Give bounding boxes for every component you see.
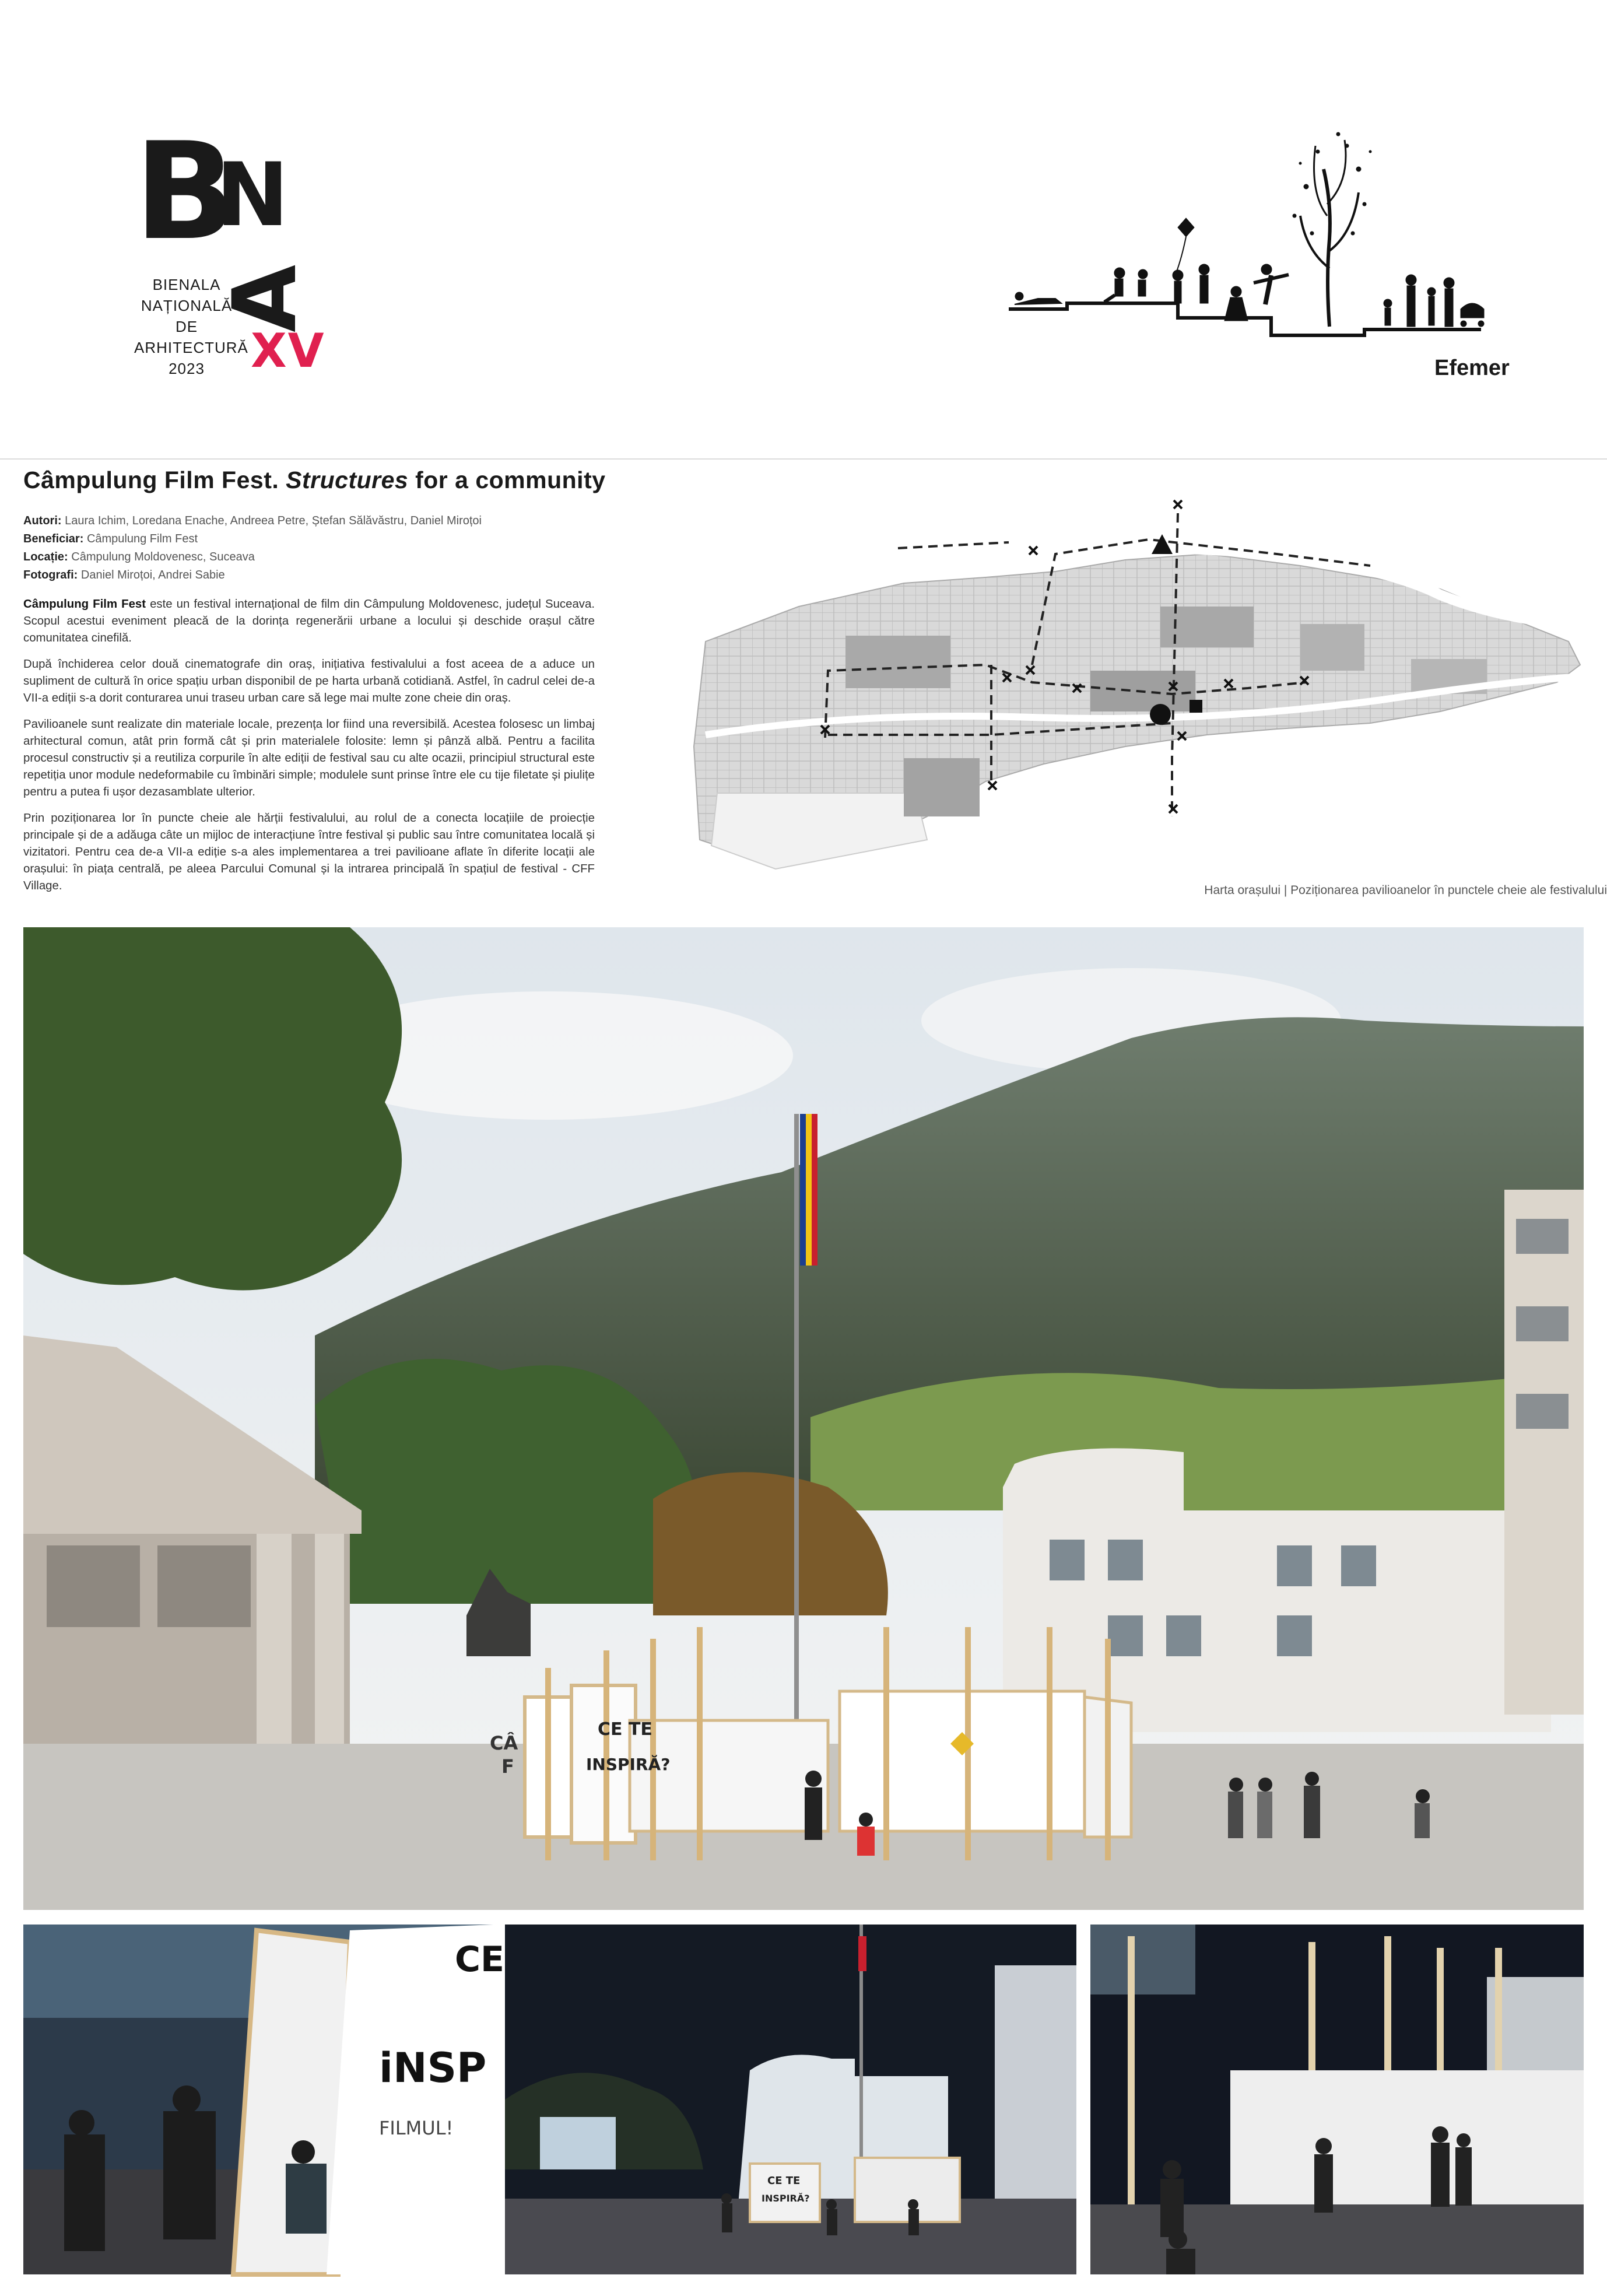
night-photo-3 xyxy=(1090,1925,1584,2274)
photo1-text-1: CE xyxy=(455,1939,505,1980)
section-label: Efemer xyxy=(1434,356,1510,380)
credits-beneficiary: Beneficiar: Câmpulung Film Fest xyxy=(23,532,198,545)
credits-block xyxy=(23,512,601,584)
logo-line-3: DE xyxy=(175,318,198,335)
photo2-sign-2: INSPIRĂ? xyxy=(762,2193,810,2204)
photo2-sign-1: CE TE xyxy=(767,2175,801,2187)
logo-letter-a: A xyxy=(215,264,316,332)
map-caption: Harta orașului | Poziționarea pavilioanelor în punctele cheie ale festivalului xyxy=(1204,884,1607,897)
people-silhouettes-illustration xyxy=(1003,117,1522,362)
project-title xyxy=(23,467,606,494)
night-photo-2 xyxy=(505,1925,1076,2274)
title-rest: for a community xyxy=(408,467,606,493)
main-photo-sign-3: CÂ xyxy=(490,1732,518,1754)
pavilion-circle-icon xyxy=(1150,704,1171,725)
city-map-drawing xyxy=(682,490,1592,886)
credits-authors: Autori: Laura Ichim, Loredana Enache, Andreea Petre, Ștefan Sălăvăstru, Daniel Miroțoi xyxy=(23,514,482,527)
description-text xyxy=(23,596,595,904)
paragraph-1: Câmpulung Film Fest este un festival internațional de film din Câmpulung Moldovenesc, județul Suceava. Scopul acestui eveniment pleacă de la dorința regenerării urbane a locului și deschide orașul către comunitatea cinefilă. xyxy=(23,598,595,644)
header-divider xyxy=(0,458,1607,460)
efemer-illustration xyxy=(1003,117,1522,362)
credits-photographers: Fotografi: Daniel Miroțoi, Andrei Sabie xyxy=(23,569,225,581)
paragraph-4: Prin poziționarea lor în puncte cheie ale hărții festivalului, au rolul de a conecta locațiile de proiecție principale și de a adăuga câte un mijloc de interacțiune între festival și public sau între comunitatea locală și vizitatori. Pentru cea de-a VII-a ediție s-a ales implementarea a trei pavilioane aflate în diferite locații ale orașului: în piața centrală, pe aleea Parcului Comunal și la intrarea principală în spațiul de festival - CFF Village. xyxy=(23,812,595,892)
paragraph-3: Pavilioanele sunt realizate din materiale locale, prezența lor fiind una reversibilă. Acestea folosesc un limbaj arhitectural comun, atât prin formă cât și prin materialele folosite: lemn și pânză albă. Pentru a facilita procesul constructiv și a reutiliza corpurile în alte ediții de festival sau cu alte ocazii, principiul structural este repetiția unor module nedeformabile cu îmbinări simple; modulele sunt prinse între ele cu tije filetate și piulițe pentru a putea fi ușor dezasamblate ulterior. xyxy=(23,718,595,798)
credits-location: Locație: Câmpulung Moldovenesc, Suceava xyxy=(23,551,255,563)
title-italic: Structures xyxy=(286,467,409,493)
logo-line-2: NAȚIONALĂ xyxy=(141,297,233,314)
photo1-text-3: FILMUL! xyxy=(379,2117,454,2139)
main-photo-sign-4: F xyxy=(501,1755,514,1778)
photo1-text-2: iNSP xyxy=(379,2044,487,2092)
main-photo-sign-2: INSPIRĂ? xyxy=(586,1755,671,1774)
logo-letter-n: N xyxy=(216,145,289,246)
main-photo-central-square xyxy=(23,927,1584,1910)
flag-red-stripe xyxy=(812,1114,817,1266)
logo-year: 2023 xyxy=(169,360,205,377)
logo-edition: XV xyxy=(251,324,325,378)
logo-letter-b: B xyxy=(134,114,233,270)
paragraph-2: După închiderea celor două cinematografe din oraș, inițiativa festivalului a fost aceea de a aduce un supliment de cultură în orice spațiu urban disponibil de pe harta urbană cotidiană. Astfel, în cadrul celei de-a VII-a ediții s-a dorit conturarea unui traseu urban care să lege mai multe zone cheie din oraș. xyxy=(23,658,595,704)
logo-line-4: ARHITECTURĂ xyxy=(134,339,248,356)
logo-line-1: BIENALA xyxy=(152,276,221,293)
city-map xyxy=(682,490,1592,886)
bna-logo xyxy=(134,114,356,402)
main-photo-sign-1: CE TE xyxy=(598,1719,652,1740)
logo-text xyxy=(134,274,248,379)
pavilion-square-icon xyxy=(1190,700,1202,713)
title-main: Câmpulung Film Fest. xyxy=(23,467,286,493)
night-photo-1 xyxy=(23,1925,505,2274)
